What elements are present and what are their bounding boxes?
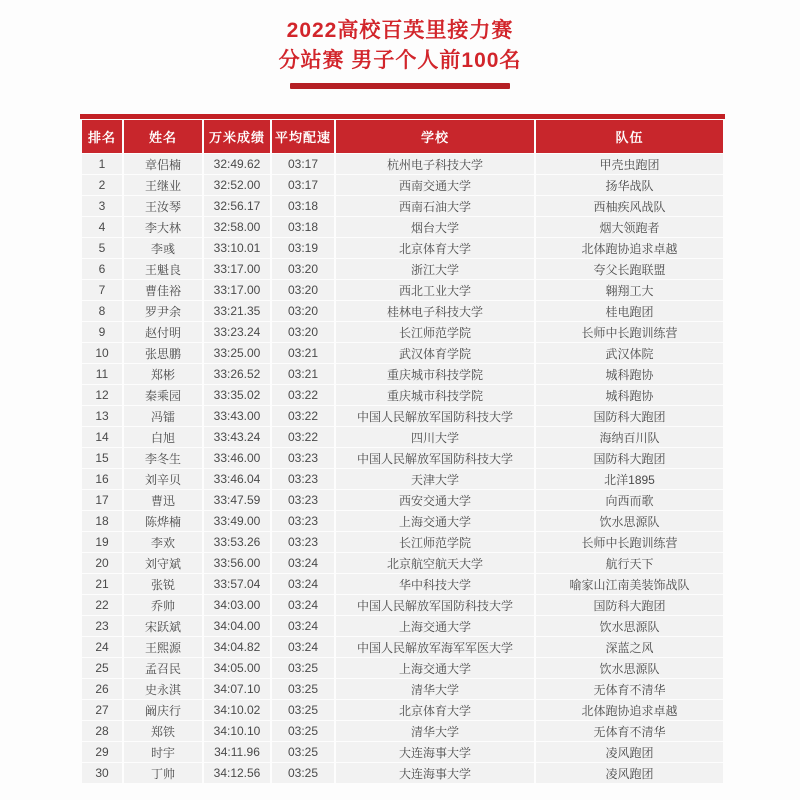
name-cell: 王熙源	[124, 637, 202, 657]
time-cell: 34:03.00	[204, 595, 270, 615]
school-cell: 长江师范学院	[336, 532, 534, 552]
rank-cell: 11	[82, 364, 122, 384]
rank-cell: 8	[82, 301, 122, 321]
time-cell: 33:21.35	[204, 301, 270, 321]
time-cell: 33:56.00	[204, 553, 270, 573]
table-row	[82, 259, 723, 279]
results-table-body	[82, 154, 723, 783]
time-cell: 33:23.24	[204, 322, 270, 342]
rank-cell: 24	[82, 637, 122, 657]
pace-cell: 03:20	[272, 322, 334, 342]
pace-cell: 03:20	[272, 301, 334, 321]
time-cell: 33:25.00	[204, 343, 270, 363]
table-row	[82, 721, 723, 741]
name-cell: 罗尹余	[124, 301, 202, 321]
header-time: 万米成绩	[204, 120, 270, 153]
school-cell: 北京体育大学	[336, 238, 534, 258]
title-line-2: 分站赛 男子个人前100名	[278, 49, 522, 72]
name-cell: 刘守斌	[124, 553, 202, 573]
school-cell: 华中科技大学	[336, 574, 534, 594]
header-team: 队伍	[536, 120, 723, 153]
time-cell: 34:04.00	[204, 616, 270, 636]
time-cell: 33:43.24	[204, 427, 270, 447]
team-cell: 国防科大跑团	[536, 595, 723, 615]
pace-cell: 03:18	[272, 217, 334, 237]
rank-cell: 30	[82, 763, 122, 783]
time-cell: 33:26.52	[204, 364, 270, 384]
time-cell: 34:04.82	[204, 637, 270, 657]
pace-cell: 03:25	[272, 742, 334, 762]
team-cell: 饮水思源队	[536, 616, 723, 636]
team-cell: 深蓝之风	[536, 637, 723, 657]
name-cell: 刘辛贝	[124, 469, 202, 489]
name-cell: 白旭	[124, 427, 202, 447]
time-cell: 34:07.10	[204, 679, 270, 699]
school-cell: 西南石油大学	[336, 196, 534, 216]
table-row	[82, 700, 723, 720]
header-pace: 平均配速	[272, 120, 334, 153]
team-cell: 喻家山江南美装饰战队	[536, 574, 723, 594]
table-row	[82, 469, 723, 489]
table-row	[82, 322, 723, 342]
rank-cell: 29	[82, 742, 122, 762]
name-cell: 时宇	[124, 742, 202, 762]
pace-cell: 03:23	[272, 448, 334, 468]
time-cell: 34:10.10	[204, 721, 270, 741]
rank-cell: 5	[82, 238, 122, 258]
team-cell: 向西而歌	[536, 490, 723, 510]
team-cell: 城科跑协	[536, 364, 723, 384]
school-cell: 大连海事大学	[336, 763, 534, 783]
header-rank: 排名	[82, 120, 122, 153]
school-cell: 大连海事大学	[336, 742, 534, 762]
time-cell: 33:46.00	[204, 448, 270, 468]
school-cell: 上海交通大学	[336, 616, 534, 636]
pace-cell: 03:23	[272, 490, 334, 510]
pace-cell: 03:17	[272, 175, 334, 195]
time-cell: 33:47.59	[204, 490, 270, 510]
pace-cell: 03:24	[272, 574, 334, 594]
pace-cell: 03:17	[272, 154, 334, 174]
pace-cell: 03:18	[272, 196, 334, 216]
time-cell: 33:49.00	[204, 511, 270, 531]
rank-cell: 22	[82, 595, 122, 615]
name-cell: 乔帅	[124, 595, 202, 615]
name-cell: 李欢	[124, 532, 202, 552]
team-cell: 夸父长跑联盟	[536, 259, 723, 279]
table-row	[82, 763, 723, 783]
rank-cell: 1	[82, 154, 122, 174]
school-cell: 上海交通大学	[336, 658, 534, 678]
school-cell: 上海交通大学	[336, 511, 534, 531]
school-cell: 四川大学	[336, 427, 534, 447]
results-table	[80, 119, 725, 784]
pace-cell: 03:20	[272, 280, 334, 300]
title-underline	[290, 83, 510, 89]
name-cell: 宋跃斌	[124, 616, 202, 636]
pace-cell: 03:24	[272, 616, 334, 636]
time-cell: 34:10.02	[204, 700, 270, 720]
team-cell: 翱翔工大	[536, 280, 723, 300]
name-cell: 赵付明	[124, 322, 202, 342]
pace-cell: 03:20	[272, 259, 334, 279]
table-row	[82, 427, 723, 447]
rank-cell: 17	[82, 490, 122, 510]
rank-cell: 7	[82, 280, 122, 300]
pace-cell: 03:24	[272, 595, 334, 615]
pace-cell: 03:24	[272, 553, 334, 573]
pace-cell: 03:19	[272, 238, 334, 258]
table-row	[82, 658, 723, 678]
page-title	[0, 16, 800, 89]
team-cell: 国防科大跑团	[536, 406, 723, 426]
table-row	[82, 175, 723, 195]
rank-cell: 27	[82, 700, 122, 720]
rank-cell: 12	[82, 385, 122, 405]
team-cell: 武汉体院	[536, 343, 723, 363]
school-cell: 重庆城市科技学院	[336, 364, 534, 384]
rank-cell: 19	[82, 532, 122, 552]
time-cell: 33:43.00	[204, 406, 270, 426]
table-row	[82, 532, 723, 552]
team-cell: 航行天下	[536, 553, 723, 573]
name-cell: 郑彬	[124, 364, 202, 384]
time-cell: 34:12.56	[204, 763, 270, 783]
pace-cell: 03:25	[272, 679, 334, 699]
name-cell: 章侣楠	[124, 154, 202, 174]
table-row	[82, 406, 723, 426]
header-name: 姓名	[124, 120, 202, 153]
school-cell: 中国人民解放军国防科技大学	[336, 448, 534, 468]
school-cell: 西北工业大学	[336, 280, 534, 300]
time-cell: 34:11.96	[204, 742, 270, 762]
table-row	[82, 364, 723, 384]
table-header-row	[82, 120, 723, 153]
time-cell: 33:17.00	[204, 259, 270, 279]
school-cell: 清华大学	[336, 721, 534, 741]
pace-cell: 03:25	[272, 700, 334, 720]
name-cell: 陈烨楠	[124, 511, 202, 531]
team-cell: 无体育不清华	[536, 721, 723, 741]
results-table-wrap	[80, 114, 725, 784]
team-cell: 北体跑协追求卓越	[536, 700, 723, 720]
table-row	[82, 595, 723, 615]
table-row	[82, 511, 723, 531]
time-cell: 32:52.00	[204, 175, 270, 195]
name-cell: 张锐	[124, 574, 202, 594]
team-cell: 饮水思源队	[536, 511, 723, 531]
school-cell: 西安交通大学	[336, 490, 534, 510]
rank-cell: 25	[82, 658, 122, 678]
time-cell: 32:58.00	[204, 217, 270, 237]
rank-cell: 6	[82, 259, 122, 279]
pace-cell: 03:22	[272, 406, 334, 426]
team-cell: 北洋1895	[536, 469, 723, 489]
rank-cell: 9	[82, 322, 122, 342]
pace-cell: 03:23	[272, 469, 334, 489]
team-cell: 国防科大跑团	[536, 448, 723, 468]
name-cell: 李大林	[124, 217, 202, 237]
name-cell: 孟召民	[124, 658, 202, 678]
pace-cell: 03:25	[272, 658, 334, 678]
table-row	[82, 196, 723, 216]
school-cell: 清华大学	[336, 679, 534, 699]
time-cell: 32:49.62	[204, 154, 270, 174]
school-cell: 天津大学	[336, 469, 534, 489]
rank-cell: 15	[82, 448, 122, 468]
time-cell: 33:17.00	[204, 280, 270, 300]
team-cell: 凌风跑团	[536, 742, 723, 762]
table-row	[82, 448, 723, 468]
name-cell: 张思鹏	[124, 343, 202, 363]
school-cell: 中国人民解放军海军军医大学	[336, 637, 534, 657]
title-line-1: 2022高校百英里接力赛	[286, 19, 514, 42]
school-cell: 长江师范学院	[336, 322, 534, 342]
name-cell: 王魁良	[124, 259, 202, 279]
table-row	[82, 280, 723, 300]
table-row	[82, 637, 723, 657]
table-row	[82, 742, 723, 762]
name-cell: 李冬生	[124, 448, 202, 468]
table-row	[82, 217, 723, 237]
time-cell: 33:35.02	[204, 385, 270, 405]
name-cell: 阚庆行	[124, 700, 202, 720]
table-row	[82, 301, 723, 321]
table-row	[82, 238, 723, 258]
time-cell: 33:46.04	[204, 469, 270, 489]
school-cell: 重庆城市科技学院	[336, 385, 534, 405]
rank-cell: 10	[82, 343, 122, 363]
table-row	[82, 616, 723, 636]
time-cell: 34:05.00	[204, 658, 270, 678]
school-cell: 烟台大学	[336, 217, 534, 237]
pace-cell: 03:21	[272, 364, 334, 384]
name-cell: 丁帅	[124, 763, 202, 783]
pace-cell: 03:23	[272, 511, 334, 531]
team-cell: 北体跑协追求卓越	[536, 238, 723, 258]
pace-cell: 03:21	[272, 343, 334, 363]
rank-cell: 13	[82, 406, 122, 426]
time-cell: 33:10.01	[204, 238, 270, 258]
name-cell: 郑铁	[124, 721, 202, 741]
name-cell: 曹佳裕	[124, 280, 202, 300]
team-cell: 无体育不清华	[536, 679, 723, 699]
table-row	[82, 343, 723, 363]
name-cell: 王继业	[124, 175, 202, 195]
school-cell: 武汉体育学院	[336, 343, 534, 363]
team-cell: 凌风跑团	[536, 763, 723, 783]
rank-cell: 20	[82, 553, 122, 573]
school-cell: 桂林电子科技大学	[336, 301, 534, 321]
rank-cell: 18	[82, 511, 122, 531]
name-cell: 秦乘园	[124, 385, 202, 405]
header-school: 学校	[336, 120, 534, 153]
table-row	[82, 385, 723, 405]
rank-cell: 21	[82, 574, 122, 594]
rank-cell: 14	[82, 427, 122, 447]
rank-cell: 28	[82, 721, 122, 741]
team-cell: 城科跑协	[536, 385, 723, 405]
rank-cell: 3	[82, 196, 122, 216]
time-cell: 32:56.17	[204, 196, 270, 216]
rank-cell: 26	[82, 679, 122, 699]
school-cell: 杭州电子科技大学	[336, 154, 534, 174]
time-cell: 33:57.04	[204, 574, 270, 594]
pace-cell: 03:23	[272, 532, 334, 552]
rank-cell: 23	[82, 616, 122, 636]
school-cell: 西南交通大学	[336, 175, 534, 195]
time-cell: 33:53.26	[204, 532, 270, 552]
name-cell: 王汝琴	[124, 196, 202, 216]
school-cell: 浙江大学	[336, 259, 534, 279]
name-cell: 曹迅	[124, 490, 202, 510]
team-cell: 西柚疾风战队	[536, 196, 723, 216]
pace-cell: 03:24	[272, 637, 334, 657]
team-cell: 烟大领跑者	[536, 217, 723, 237]
rank-cell: 2	[82, 175, 122, 195]
pace-cell: 03:22	[272, 427, 334, 447]
team-cell: 海纳百川队	[536, 427, 723, 447]
team-cell: 长师中长跑训练营	[536, 322, 723, 342]
table-row	[82, 553, 723, 573]
name-cell: 史永淇	[124, 679, 202, 699]
table-row	[82, 679, 723, 699]
pace-cell: 03:25	[272, 763, 334, 783]
team-cell: 扬华战队	[536, 175, 723, 195]
team-cell: 甲壳虫跑团	[536, 154, 723, 174]
school-cell: 中国人民解放军国防科技大学	[336, 595, 534, 615]
school-cell: 北京航空航天大学	[336, 553, 534, 573]
team-cell: 长师中长跑训练营	[536, 532, 723, 552]
pace-cell: 03:25	[272, 721, 334, 741]
table-row	[82, 574, 723, 594]
school-cell: 北京体育大学	[336, 700, 534, 720]
school-cell: 中国人民解放军国防科技大学	[336, 406, 534, 426]
team-cell: 饮水思源队	[536, 658, 723, 678]
pace-cell: 03:22	[272, 385, 334, 405]
table-row	[82, 490, 723, 510]
name-cell: 冯镭	[124, 406, 202, 426]
table-row	[82, 154, 723, 174]
team-cell: 桂电跑团	[536, 301, 723, 321]
rank-cell: 4	[82, 217, 122, 237]
rank-cell: 16	[82, 469, 122, 489]
name-cell: 李彧	[124, 238, 202, 258]
